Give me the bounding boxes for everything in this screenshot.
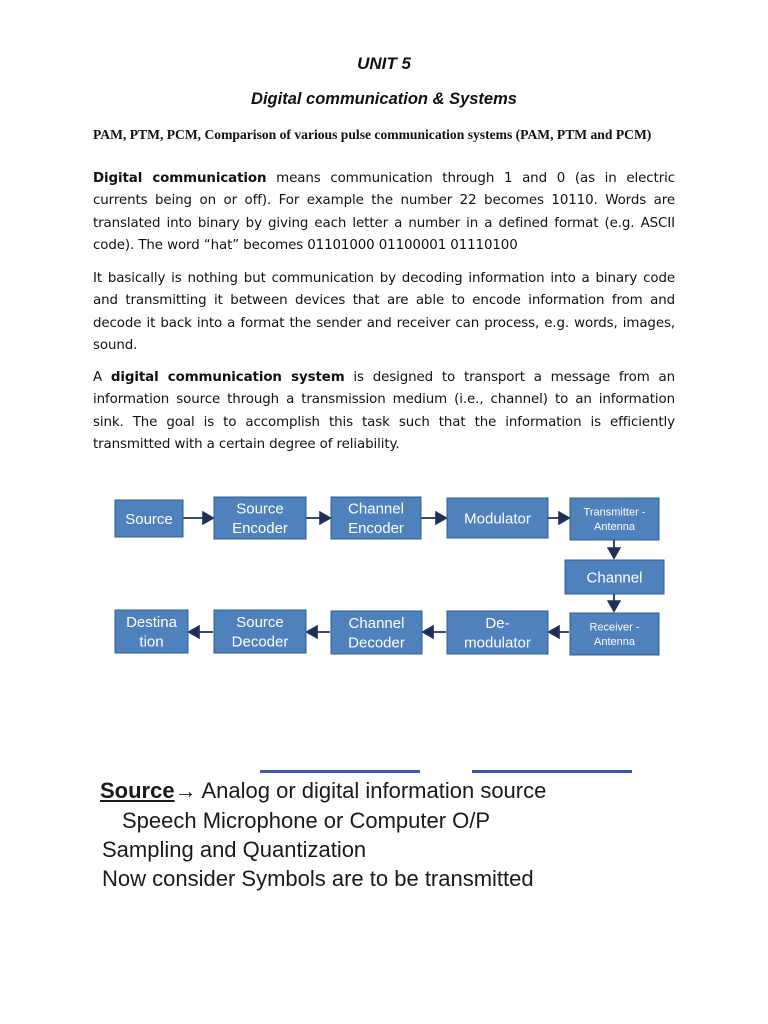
block-label: modulator <box>464 634 531 652</box>
note-line-source <box>100 778 546 804</box>
note-keyword: Source <box>100 778 175 803</box>
block-label: Channel <box>348 615 405 632</box>
note-line1-text: Analog or digital information source <box>196 778 547 803</box>
block-receiver-antenna <box>570 613 659 655</box>
block-label: Decoder <box>348 634 405 652</box>
block-label: Encoder <box>348 520 404 537</box>
block-label: Antenna <box>594 636 635 648</box>
note-line-sampling: Sampling and Quantization <box>102 837 367 862</box>
paragraph-system <box>93 367 675 457</box>
block-label: Transmitter - <box>583 506 646 519</box>
block-channel-decoder <box>331 611 422 654</box>
unit-heading: UNIT 5 <box>357 54 411 73</box>
block-label: Source <box>236 500 284 518</box>
paragraph-binary-code: It basically is nothing but communication by decoding information into a binary code and transmitting it between devices that are able to encode information from and decode it back into a format the sender and receiver can process, e.g. words, images, sound. <box>93 271 675 354</box>
paragraph-digital-communication <box>93 168 675 258</box>
term-digital-communication: Digital communication <box>93 171 267 186</box>
block-label: Antenna <box>594 521 635 533</box>
block-label: Decoder <box>231 633 289 651</box>
block-modulator <box>447 498 548 538</box>
paragraph-3-text: is designed to transport a message from an information source through a transmission medium (i.e., channel) to an information sink. The goal is to accomplish this task such that the information is efficiently transmitted with a certain degree of reliability. <box>93 370 675 453</box>
block-label: Destina <box>126 614 177 631</box>
block-label: Encoder <box>232 520 288 537</box>
block-label: Modulator <box>464 510 531 528</box>
block-source <box>115 500 183 537</box>
block-diagram <box>95 466 675 682</box>
topics-line: PAM, PTM, PCM, Comparison of various pulse communication systems (PAM, PTM and PCM) <box>93 127 652 142</box>
block-source-decoder <box>214 610 306 653</box>
block-transmitter-antenna <box>570 498 659 540</box>
block-label: Source <box>236 614 284 631</box>
block-label: tion <box>139 633 164 651</box>
arrow-icon: → <box>174 778 197 803</box>
block-label: De- <box>485 615 510 632</box>
term-digital-communication-system: digital communication system <box>110 370 345 385</box>
block-demodulator <box>447 611 548 654</box>
decorative-rule <box>260 770 420 773</box>
block-channel-encoder <box>331 497 421 539</box>
decorative-rule <box>472 770 632 773</box>
block-label: Channel <box>586 569 643 587</box>
block-label: Channel <box>348 500 404 518</box>
paragraph-1-text: means communication through 1 and 0 (as in electric currents being on or off). For example the number 22 becomes 10110. Words are translated into binary by giving each letter a number in a defined format (e.g. ASCII code). The word “hat” becomes 01101000 01100001 01110100 <box>93 171 675 254</box>
block-diagram-svg <box>95 466 675 682</box>
source-note <box>100 770 660 900</box>
block-label: Receiver - <box>589 621 640 634</box>
block-channel <box>565 560 664 594</box>
paragraph-3-lead: A <box>93 370 111 385</box>
block-destination <box>115 610 188 653</box>
page-title: Digital communication & Systems <box>251 90 517 108</box>
block-source-encoder <box>214 497 306 539</box>
block-label: Source <box>125 510 173 528</box>
note-line-microphone: Speech Microphone or Computer O/P <box>122 808 491 833</box>
note-line-symbols: Now consider Symbols are to be transmitted <box>102 866 534 891</box>
